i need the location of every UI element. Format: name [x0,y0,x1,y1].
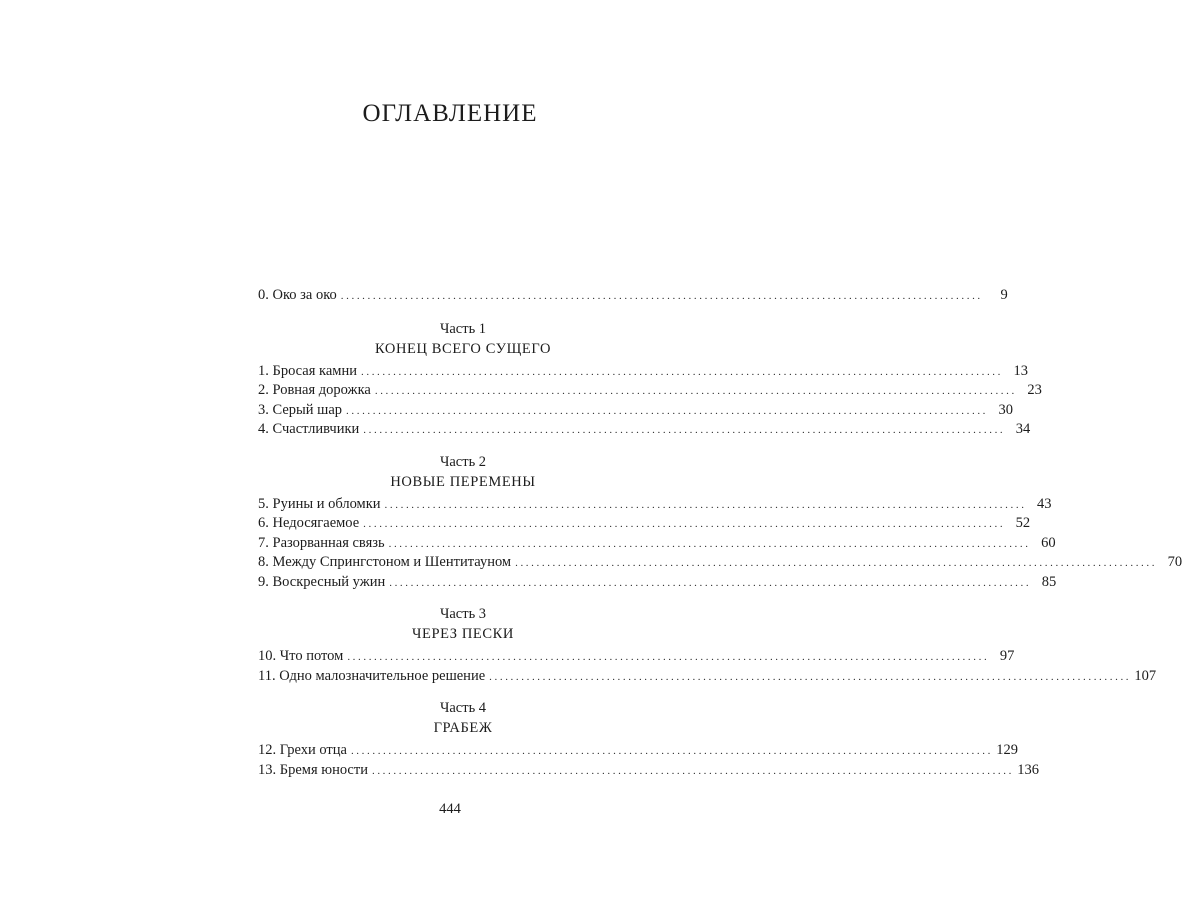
toc-entry [258,362,1028,382]
toc-entry-title: 11. Одно малозначительное решение [258,667,486,684]
toc-entry-title: 0. Око за око [258,287,337,303]
toc-entry-title: 9. Воскресный ужин [258,573,386,590]
toc-entry-page: 97 [999,648,1015,664]
toc-entry-page: 85 [1041,573,1057,590]
part-heading [258,605,668,644]
toc-entry-page: 23 [1027,382,1042,398]
dot-leader: ........................................................................................................................ [515,557,1158,569]
toc-entry-page: 136 [1017,761,1039,778]
toc-entry-page: 60 [1041,534,1056,551]
toc-entry-title: 4. Счастливчики [258,421,360,437]
toc-entry-title: 10. Что потом [258,648,344,664]
dot-leader: ........................................................................................................................ [374,385,1017,397]
toc-entry-title: 5. Руины и обломки [258,495,381,512]
part-block-2 [258,453,1182,593]
toc-entry [258,667,1157,687]
part-name: ЧЕРЕЗ ПЕСКИ [411,626,514,642]
part-name: НОВЫЕ ПЕРЕМЕНЫ [390,473,536,490]
toc-entry-prologue [258,286,1008,306]
toc-entry [258,573,1057,593]
toc-entry [258,420,1031,440]
toc-entry-page: 52 [1015,515,1031,531]
part-heading [258,453,668,492]
dot-leader: ........................................................................................................................ [489,670,1132,683]
part-label: Часть 1 [439,320,487,337]
toc-entry-title: 2. Ровная дорожка [258,382,371,398]
dot-leader: ........................................................................................................................ [384,498,1027,511]
dot-leader: ........................................................................................................................ [363,518,1006,530]
dot-leader: ........................................................................................................................ [346,404,989,417]
part-block-1 [258,320,1042,440]
toc-entry [258,553,1182,573]
page-title: ОГЛАВЛЕНИЕ [362,100,538,127]
dot-leader: ........................................................................................................................ [363,424,1006,436]
toc-entry [258,741,1018,761]
toc-entry [258,647,1015,667]
dot-leader: ........................................................................................................................ [350,745,993,757]
toc-entry-title: 3. Серый шар [258,401,343,418]
toc-entry-page: 34 [1015,421,1031,437]
toc-entry-title: 8. Между Спрингстоном и Шентитауном [258,554,512,570]
part-label: Часть 4 [439,700,487,716]
part-label: Часть 3 [439,606,487,622]
toc-entry [258,381,1042,401]
dot-leader: ........................................................................................................................ [347,651,990,663]
page-number: 444 [439,801,461,817]
part-label: Часть 2 [439,453,487,470]
dot-leader: ........................................................................................................................ [389,576,1032,589]
toc-entry-page: 13 [1013,362,1028,379]
dot-leader: ........................................................................................................................ [361,365,1003,378]
part-name: ГРАБЕЖ [433,720,493,736]
toc-entry-title: 7. Разорванная связь [258,534,385,551]
toc-entry-page: 107 [1134,667,1157,684]
part-block-4 [258,699,1039,780]
table-of-contents [258,286,1182,793]
toc-entry [258,761,1039,781]
dot-leader: ........................................................................................................................ [388,537,1031,550]
toc-entry [258,495,1052,515]
toc-entry-page: 70 [1167,554,1182,570]
toc-entry-page: 30 [998,401,1014,418]
toc-entry-page: 9 [1000,287,1008,303]
dot-leader: ........................................................................................................................ [340,290,983,302]
toc-entry [258,401,1014,421]
dot-leader: ........................................................................................................................ [371,764,1014,777]
part-name: КОНЕЦ ВСЕГО СУЩЕГО [374,340,552,357]
part-heading [258,699,668,738]
toc-entry-page: 43 [1037,495,1052,512]
toc-entry [258,534,1056,554]
toc-entry-title: 12. Грехи отца [258,742,347,758]
part-block-3 [258,605,1157,686]
toc-entry-page: 129 [996,742,1018,758]
toc-entry-title: 13. Бремя юности [258,761,368,778]
part-heading [258,320,668,359]
toc-entry-title: 6. Недосягаемое [258,515,360,531]
toc-entry [258,514,1031,534]
toc-entry-title: 1. Бросая камни [258,362,357,379]
